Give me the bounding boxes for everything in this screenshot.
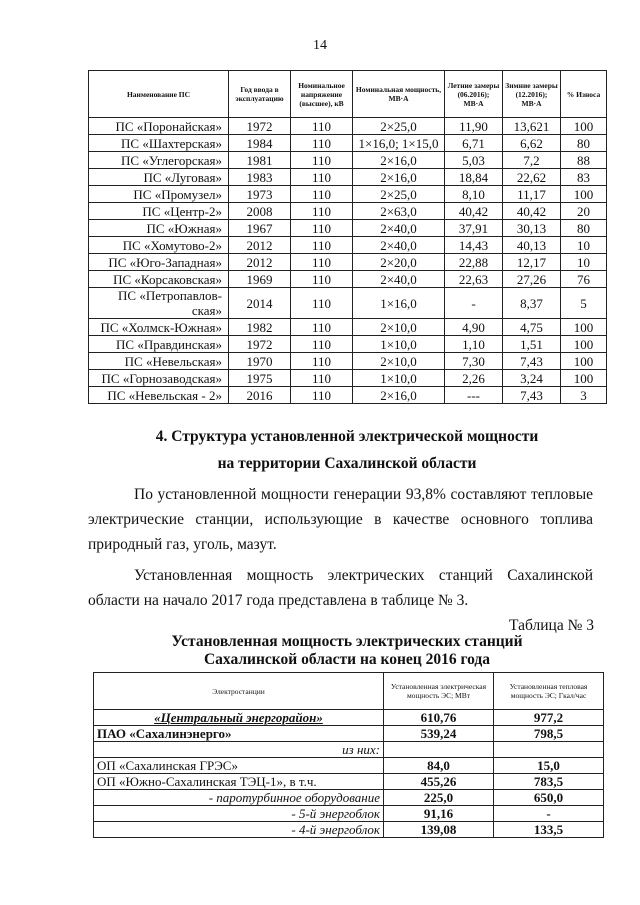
section-title: 4. Структура установленной электрической мощности [155,428,539,445]
table-cell: 40,42 [445,203,503,220]
table-cell: 1982 [229,319,291,336]
power-plants-table [93,672,604,838]
table-cell: 1967 [229,220,291,237]
table-cell: ПС «Корсаковская» [89,271,229,288]
table-cell: 15,0 [494,758,604,774]
table-cell: 1×10,0 [353,370,445,387]
table-cell: 1,51 [503,336,561,353]
table-cell: 7,2 [503,152,561,169]
table-cell: 2×63,0 [353,203,445,220]
table-row [94,774,604,790]
table-cell: 7,43 [503,353,561,370]
table-cell: 1×10,0 [353,336,445,353]
table-cell: 2012 [229,237,291,254]
table-cell: 110 [291,271,353,288]
table-cell: 2×16,0 [353,152,445,169]
header-cell: Зимние замеры (12.2016); МВ·А [503,71,561,118]
table-row [94,742,604,758]
page-number: 14 [313,38,327,53]
header-cell: Наименование ПС [89,71,229,118]
table-cell: 1972 [229,336,291,353]
table-cell: 2016 [229,387,291,404]
table-cell: 100 [561,336,607,353]
header-cell: Установленная электрическая мощность ЭС; МВт [384,673,494,710]
table-cell: 100 [561,370,607,387]
table-row [89,152,607,169]
table-cell: - [445,288,503,319]
table-cell: ПС «Невельская - 2» [89,387,229,404]
table-cell: 2012 [229,254,291,271]
table-row [89,387,607,404]
table-cell: 650,0 [494,790,604,806]
table-row [89,186,607,203]
table-cell: 1972 [229,118,291,135]
table-cell: - 4-й энергоблок [94,822,384,838]
table-cell: 40,42 [503,203,561,220]
table-cell: ПАО «Сахалинэнерго» [94,726,384,742]
table-row [89,203,607,220]
table-cell: 12,17 [503,254,561,271]
table-cell: 6,62 [503,135,561,152]
table-cell: 1970 [229,353,291,370]
table-cell: 5 [561,288,607,319]
table-cell: 1975 [229,370,291,387]
table-cell: 8,10 [445,186,503,203]
table-cell: ПС «Промузел» [89,186,229,203]
table-cell: 84,0 [384,758,494,774]
table-cell: ОП «Сахалинская ГРЭС» [94,758,384,774]
table-cell: 4,75 [503,319,561,336]
table-cell: 2×40,0 [353,220,445,237]
table-cell: 783,5 [494,774,604,790]
table-cell: ПС «Юго-Западная» [89,254,229,271]
table-caption: Таблица № 3 [509,617,594,634]
table-cell: 11,90 [445,118,503,135]
table-row [89,169,607,186]
table-cell: 2008 [229,203,291,220]
table-cell: 10 [561,254,607,271]
table-cell: ПС «Петропавлов-ская» [89,288,229,319]
table-row [94,758,604,774]
table-row [89,135,607,152]
header-cell: % Износа [561,71,607,118]
table-cell: 1,10 [445,336,503,353]
table-cell: 18,84 [445,169,503,186]
header-cell: Установленная тепловая мощность ЭС; Гкал/час [494,673,604,710]
header-cell: Номинальная мощность, МВ·А [353,71,445,118]
table-cell: 100 [561,353,607,370]
table-cell: 80 [561,135,607,152]
table-cell: ПС «Невельская» [89,353,229,370]
table-cell: 977,2 [494,710,604,726]
table-cell: ПС «Горнозаводская» [89,370,229,387]
paragraph: По установленной мощности генерации 93,8% составляют тепловые электрические станции, использующие в качестве основного топлива природный газ, уголь, мазут. [88,486,593,553]
table-row [94,822,604,838]
table-cell: 88 [561,152,607,169]
table-cell: 225,0 [384,790,494,806]
table-cell: 2×40,0 [353,271,445,288]
table-cell: 2014 [229,288,291,319]
table-cell: 83 [561,169,607,186]
table-cell: 1981 [229,152,291,169]
table-cell: из них: [94,742,384,758]
substations-table [88,70,607,404]
table-cell: 2×20,0 [353,254,445,271]
table-cell: 133,5 [494,822,604,838]
table-cell: 100 [561,118,607,135]
table-row [89,319,607,336]
table-header-row [94,673,604,710]
table-cell: 610,76 [384,710,494,726]
table-cell: 110 [291,220,353,237]
table-cell: 110 [291,118,353,135]
table-cell: 1983 [229,169,291,186]
table-cell [384,742,494,758]
header-cell: Год ввода в эксплуатацию [229,71,291,118]
table-cell: 2×25,0 [353,186,445,203]
table-cell: «Центральный энергорайон» [94,710,384,726]
table-cell: 100 [561,186,607,203]
table-cell: 27,26 [503,271,561,288]
table-row [89,370,607,387]
table-cell: 14,43 [445,237,503,254]
paragraph: Установленная мощность электрических станций Сахалинской области на начало 2017 года представлена в таблице № 3. [88,567,593,609]
table-cell: 1×16,0; 1×15,0 [353,135,445,152]
table-cell: 539,24 [384,726,494,742]
table-cell: 5,03 [445,152,503,169]
table-cell: 139,08 [384,822,494,838]
table-row [89,254,607,271]
table-cell: 3 [561,387,607,404]
table-cell: 110 [291,254,353,271]
table-row [89,220,607,237]
table-cell: 2×25,0 [353,118,445,135]
table-cell: 110 [291,370,353,387]
table-cell: 110 [291,353,353,370]
table-cell: 455,26 [384,774,494,790]
table-cell: - 5-й энергоблок [94,806,384,822]
table-cell: 2,26 [445,370,503,387]
table-row [89,118,607,135]
table-row [89,271,607,288]
table-row [89,288,607,319]
table-cell: ПС «Холмск-Южная» [89,319,229,336]
table-cell: 1973 [229,186,291,203]
header-cell: Электростанции [94,673,384,710]
table-header-row [89,71,607,118]
table-cell: 4,90 [445,319,503,336]
table-cell: ПС «Поронайская» [89,118,229,135]
table-cell: 6,71 [445,135,503,152]
table-cell: 110 [291,336,353,353]
table-cell: 8,37 [503,288,561,319]
table-cell: ПС «Хомутово-2» [89,237,229,254]
table-row [94,710,604,726]
table-title-line2: Сахалинской области на конец 2016 года [203,651,491,668]
table-cell: ПС «Углегорская» [89,152,229,169]
table-cell: 110 [291,152,353,169]
table-cell: 1×16,0 [353,288,445,319]
table-cell: 20 [561,203,607,220]
header-cell: Летние замеры (06.2016); МВ·А [445,71,503,118]
table-cell: ПС «Шахтерская» [89,135,229,152]
table-cell: 2×16,0 [353,387,445,404]
table-cell: 100 [561,319,607,336]
table-cell: - [494,806,604,822]
table-cell: 37,91 [445,220,503,237]
table-cell: 2×40,0 [353,237,445,254]
table-row [94,790,604,806]
table-cell: 22,88 [445,254,503,271]
table-cell: 7,30 [445,353,503,370]
table-cell: 13,621 [503,118,561,135]
table-cell: 110 [291,319,353,336]
table-cell: 3,24 [503,370,561,387]
table-cell: ПС «Правдинская» [89,336,229,353]
table-cell: 1969 [229,271,291,288]
table-row [89,353,607,370]
table-cell: 110 [291,169,353,186]
table-cell: 22,63 [445,271,503,288]
table-cell: - паротурбинное оборудование [94,790,384,806]
table-cell: 110 [291,237,353,254]
table-row [94,726,604,742]
table-cell: 40,13 [503,237,561,254]
table-cell: 11,17 [503,186,561,203]
table-cell: 798,5 [494,726,604,742]
table-cell: 76 [561,271,607,288]
table-cell: 2×16,0 [353,169,445,186]
table-cell: --- [445,387,503,404]
table-cell: 2×10,0 [353,319,445,336]
table-cell: ПС «Центр-2» [89,203,229,220]
table-cell: 7,43 [503,387,561,404]
table-cell [494,742,604,758]
table-cell: 10 [561,237,607,254]
table-row [89,237,607,254]
table-cell: 80 [561,220,607,237]
table-cell: 91,16 [384,806,494,822]
header-cell: Номинальное напряжение (высшее), кВ [291,71,353,118]
table-row [94,806,604,822]
table-cell: 2×10,0 [353,353,445,370]
table-cell: ПС «Луговая» [89,169,229,186]
table-cell: 110 [291,135,353,152]
table-cell: ОП «Южно-Сахалинская ТЭЦ-1», в т.ч. [94,774,384,790]
table-cell: ПС «Южная» [89,220,229,237]
section-title-line2: на территории Сахалинской области [217,455,477,472]
table-cell: 110 [291,387,353,404]
table-cell: 30,13 [503,220,561,237]
table-cell: 1984 [229,135,291,152]
table-cell: 110 [291,186,353,203]
table-cell: 110 [291,203,353,220]
table-title: Установленная мощность электрических станций [171,633,523,650]
table-cell: 110 [291,288,353,319]
table-cell: 22,62 [503,169,561,186]
table-row [89,336,607,353]
